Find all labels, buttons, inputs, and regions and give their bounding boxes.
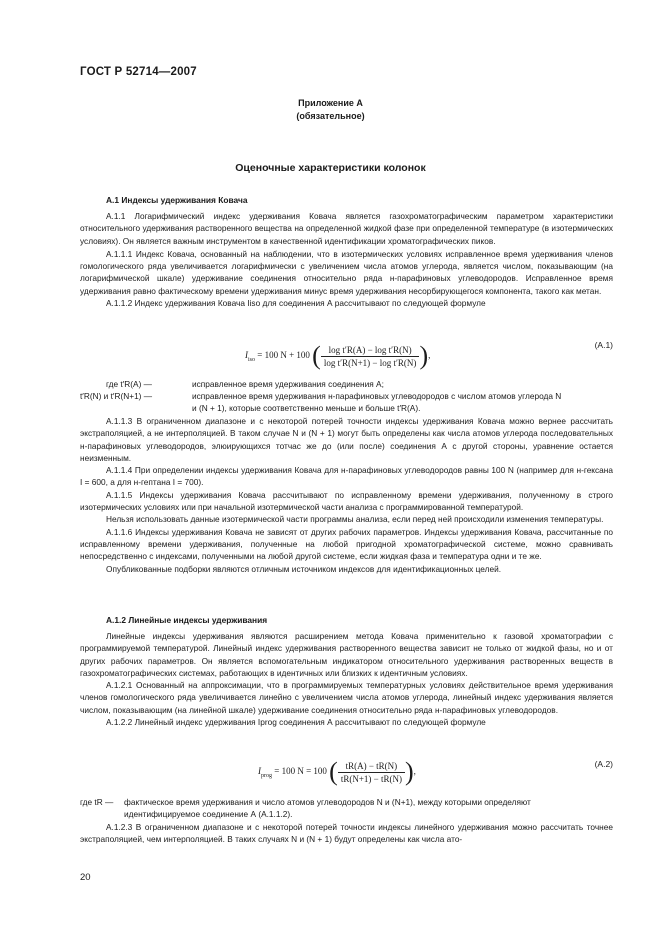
equation-a1: $I_{iso} = 100$ N + 100 ( $\frac{\text{log t′R(A) − log t′R(N)}}{\text{log t′R(N+1) − log t′R(N)}}$ ),	[245, 341, 431, 370]
eq-mid: = 100 N + 100	[257, 350, 310, 361]
page-number: 20	[80, 872, 91, 883]
eq-lhs: I	[258, 766, 261, 777]
where2-lead: где tR —	[80, 797, 114, 807]
equation-a2: $I_{prog} = 100$ N = 100 ( $\frac{tR(A) - tR(N)}{tR(N+1) - tR(N)}$ ),	[258, 757, 416, 786]
text-block-2	[80, 415, 613, 575]
eq-numerator: log t′R(A) − log t′R(N)	[321, 345, 420, 357]
paragraph: Нельзя использовать данные изотермической части программы анализа, если перед ней происходили изменения температуры.	[106, 514, 604, 525]
where2-line-2: идентифицируемое соединение А (А.1.1.2).	[124, 809, 293, 819]
text-block-4	[80, 821, 613, 846]
standard-header: ГОСТ Р 52714—2007	[80, 66, 197, 78]
where2-line-1: фактическое время удерживания и число атомов углеводородов N и (N+1), между которыми определяют	[124, 797, 531, 807]
eq-lhs: I	[245, 350, 248, 361]
eq-fraction	[321, 345, 420, 368]
section-title: Оценочные характеристики колонок	[235, 162, 426, 174]
paragraph: А.1.1.4 При определении индексы удерживания Ковача для н-парафиновых углеводородов равны 100 N (например для н-гексана I = 600, а для н-гептана I = 700).	[80, 465, 613, 488]
heading-a12: А.1.2 Линейные индексы удерживания	[106, 615, 268, 625]
paragraph: А.1.1.1 Индекс Ковача, основанный на наблюдении, что в изотермических условиях исправленное время удерживания членов гомологического ряда увеличивается логарифмически с увеличением числа атомов углерода, является числом, показывающим (на логарифмической шкале) удерживание соединения относительно ряда н-парафиновых углеводородов. Исправленное время удерживания равно фактическому времени удерживания минус время удерживания несорбирующегося компонента, такого как метан.	[80, 248, 613, 296]
paragraph: А.1.1 Логарифмический индекс удерживания Ковача является газохроматографическим параметром характеристики относительного удерживания растворенного вещества на определенной жидкой фазе при определенной температуре (в изотермических условиях). Он является важным инструментом в качественной идентификации хроматографических пиков.	[80, 211, 613, 246]
paragraph: А.1.1.5 Индексы удерживания Ковача рассчитывают по исправленному времени удерживания, полученному в строго изотермических условиях или при начальной изотермической части анализа с программированной температурой.	[80, 489, 613, 513]
text-block-3	[80, 630, 613, 728]
where-line-1: исправленное время удерживания соединения А;	[192, 379, 384, 389]
eq-numerator: tR(A) − tR(N)	[338, 761, 405, 773]
where-line-3: и (N + 1), которые соответственно меньше и больше t′R(A).	[192, 403, 421, 413]
paragraph: А.1.1.6 Индексы удерживания Ковача не зависят от других рабочих параметров. Индексы удерживания Ковача, рассчитанные по исправленному времени удерживания, полученные на любой пригодной хроматографической системе, можно сравнивать непосредственно с индексами, полученными на любой другой системе, если жидкая фаза и температура одни и те же.	[80, 526, 613, 562]
appendix-subtitle: (обязательное)	[296, 111, 365, 121]
appendix-title: Приложение А	[298, 98, 363, 108]
eq-denominator: tR(N+1) − tR(N)	[340, 773, 402, 784]
eq-denominator: log t′R(N+1) − log t′R(N)	[323, 357, 417, 368]
text-block-1	[80, 210, 613, 309]
equation-number-a2: (А.2)	[594, 759, 613, 769]
paragraph: А.1.2.1 Основанный на аппроксимации, что в программируемых температурных условиях действительное время удерживания членов гомологического ряда увеличивается линейно с увеличением числа атомов углерода, линейный индекс удерживания является числом, показывающим (на линейной шкале) удерживание соединения относительно ряда н-парафиновых углеводородов.	[80, 680, 613, 715]
paragraph: А.1.1.2 Индекс удерживания Ковача Iiso для соединения А рассчитывают по следующей формуле	[106, 298, 486, 309]
eq-lhs-sub: prog	[261, 772, 272, 779]
eq-fraction	[338, 761, 405, 784]
paragraph: А.1.2.3 В ограниченном диапазоне и с некоторой потерей точности индексы линейного удерживания можно рассчитать точнее экстраполяцией, чем интерполяцией. В таких случаях N и (N + 1) будут определены как числа ато-	[80, 822, 613, 845]
paragraph: Опубликованные подборки являются отличным источником индексов для идентификационных целей.	[106, 563, 502, 574]
paragraph: Линейные индексы удерживания являются расширением метода Ковача применительно к газовой хроматографии с программируемой температурой. Линейный индекс удерживания растворенного вещества зависит не только от жидкой фазы, но и от других рабочих параметров. Он является вспомогательным индикатором относительного удерживания растворенных веществ в газохроматографических системах, работающих в идентичных или близких к идентичным условиях.	[80, 631, 613, 678]
where-line-2: исправленное время удерживания н-парафиновых углеводородов с числом атомов углерода N	[192, 391, 562, 401]
where-lead-2: t′R(N) и t′R(N+1) —	[80, 391, 153, 401]
eq-lhs-sub: iso	[248, 356, 256, 363]
equation-number-a1: (А.1)	[594, 340, 613, 350]
paragraph: А.1.1.3 В ограниченном диапазоне и с некоторой потерей точности индексы удерживания Ковача можно вернее рассчитать экстраполяцией, а не интерполяцией. В таком случае N и (N + 1) могут быть определены как числа атомов углерода последовательных н-парафиновых углеводородов, элюирующихся тотчас же до (или после) соединения А с другой стороны, уравнение остается неизменным.	[80, 416, 613, 463]
heading-a1: А.1 Индексы удерживания Ковача	[106, 195, 248, 205]
eq-mid: = 100 N = 100	[274, 766, 327, 777]
paragraph: А.1.2.2 Линейный индекс удерживания Iprog соединения А рассчитывают по следующей формуле	[106, 717, 486, 728]
where-lead-1: где t′R(A) —	[106, 379, 152, 389]
